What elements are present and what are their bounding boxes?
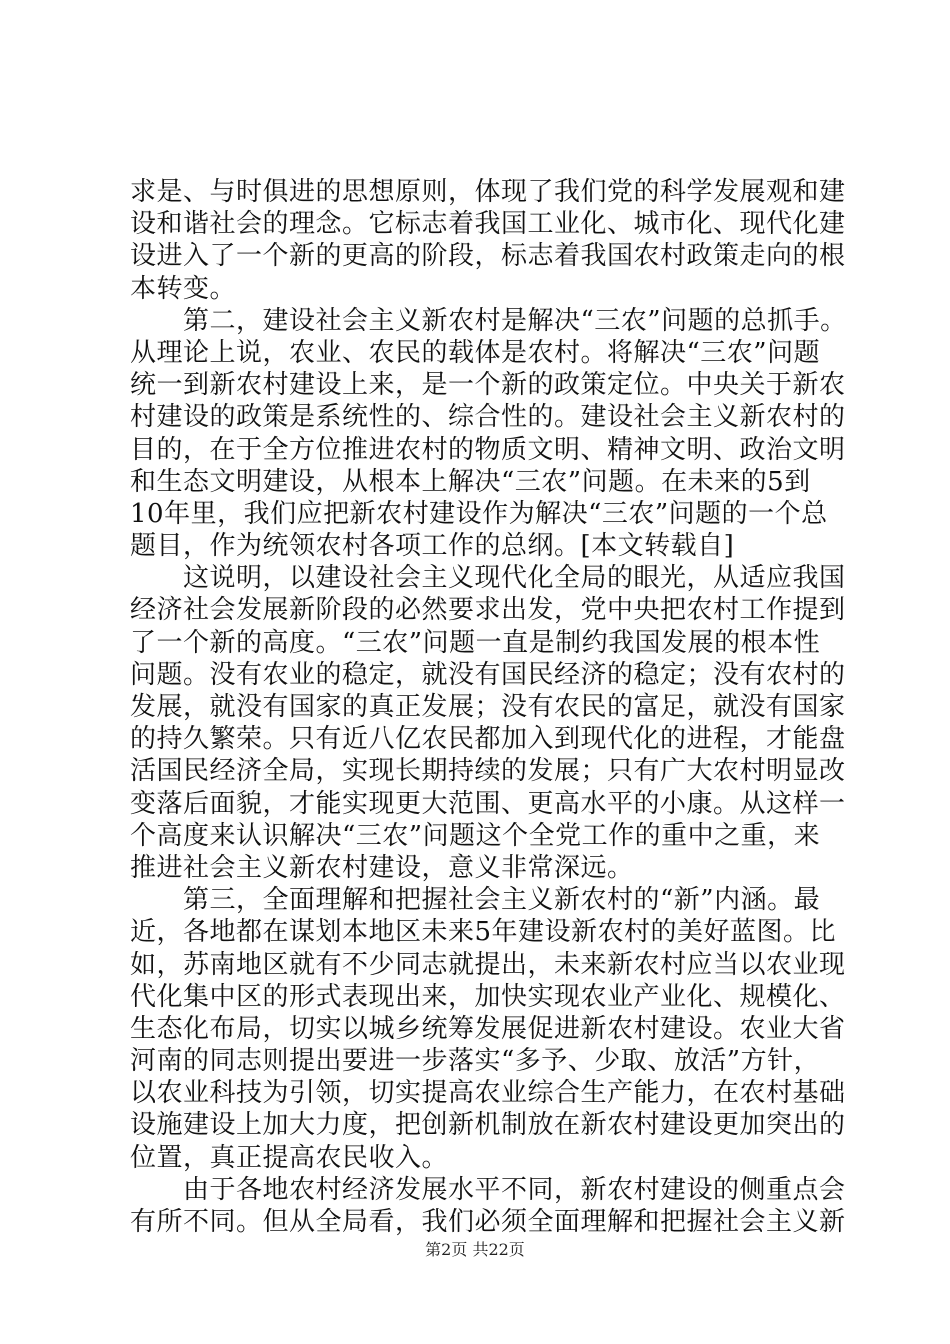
text-line: 题目，作为统领农村各项工作的总纲。[本文转载自] — [130, 531, 735, 562]
text-line: 设进入了一个新的更高的阶段，标志着我国农村政策走向的根 — [130, 241, 846, 272]
text-line: 有所不同。但从全局看，我们必须全面理解和把握社会主义新 — [130, 1207, 846, 1237]
document-body — [130, 176, 847, 1238]
text-line: 问题。没有农业的稳定，就没有国民经济的稳定；没有农村的 — [130, 659, 846, 690]
text-line: 生态化布局，切实以城乡统筹发展促进新农村建设。农业大省 — [130, 1013, 846, 1044]
text-line: 设和谐社会的理念。它标志着我国工业化、城市化、现代化建 — [130, 209, 846, 240]
text-line: 河南的同志则提出要进一步落实“多予、少取、放活”方针， — [130, 1046, 821, 1077]
text-line: 本转变。 — [130, 273, 237, 304]
text-line: 发展，就没有国家的真正发展；没有农民的富足，就没有国家 — [130, 692, 846, 722]
text-line: 设施建设上加大力度，把创新机制放在新农村建设更加突出的 — [130, 1110, 846, 1141]
text-line: 个高度来认识解决“三农”问题这个全党工作的重中之重，来 — [130, 820, 821, 851]
page-number-footer: 第2页 共22页 — [425, 1240, 525, 1259]
text-line: 代化集中区的形式表现出来，加快实现农业产业化、规模化、 — [130, 981, 846, 1012]
text-line: 求是、与时俱进的思想原则，体现了我们党的科学发展观和建 — [130, 177, 846, 207]
text-line: 从理论上说，农业、农民的载体是农村。将解决“三农”问题 — [130, 337, 821, 368]
text-line: 了一个新的高度。“三农”问题一直是制约我国发展的根本性 — [130, 627, 821, 658]
text-line: 这说明，以建设社会主义现代化全局的眼光，从适应我国 — [130, 563, 846, 594]
text-line: 统一到新农村建设上来，是一个新的政策定位。中央关于新农 — [130, 370, 846, 401]
text-line: 以农业科技为引领，切实提高农业综合生产能力，在农村基础 — [130, 1078, 846, 1109]
text-line: 第二，建设社会主义新农村是解决“三农”问题的总抓手。 — [130, 305, 847, 336]
text-line: 的持久繁荣。只有近八亿农民都加入到现代化的进程，才能盘 — [130, 724, 846, 755]
text-line: 村建设的政策是系统性的、综合性的。建设社会主义新农村的 — [130, 402, 846, 433]
text-line: 变落后面貌，才能实现更大范围、更高水平的小康。从这样一 — [130, 788, 846, 819]
text-line: 推进社会主义新农村建设，意义非常深远。 — [130, 852, 634, 883]
text-line: 近，各地都在谋划本地区未来5年建设新农村的美好蓝图。比 — [130, 917, 837, 948]
text-line: 位置，真正提高农民收入。 — [130, 1142, 449, 1173]
text-line: 目的，在于全方位推进农村的物质文明、精神文明、政治文明 — [130, 434, 846, 465]
text-line: 如，苏南地区就有不少同志就提出，未来新农村应当以农业现 — [130, 949, 846, 980]
text-line: 第三，全面理解和把握社会主义新农村的“新”内涵。最 — [130, 885, 821, 916]
text-line: 由于各地农村经济发展水平不同，新农村建设的侧重点会 — [130, 1174, 846, 1205]
text-line: 活国民经济全局，实现长期持续的发展；只有广大农村明显改 — [130, 756, 846, 787]
text-line: 10年里，我们应把新农村建设作为解决“三农”问题的一个总 — [130, 498, 828, 529]
text-line: 和生态文明建设，从根本上解决“三农”问题。在未来的5到 — [130, 466, 811, 497]
text-line: 经济社会发展新阶段的必然要求出发，党中央把农村工作提到 — [130, 595, 846, 626]
